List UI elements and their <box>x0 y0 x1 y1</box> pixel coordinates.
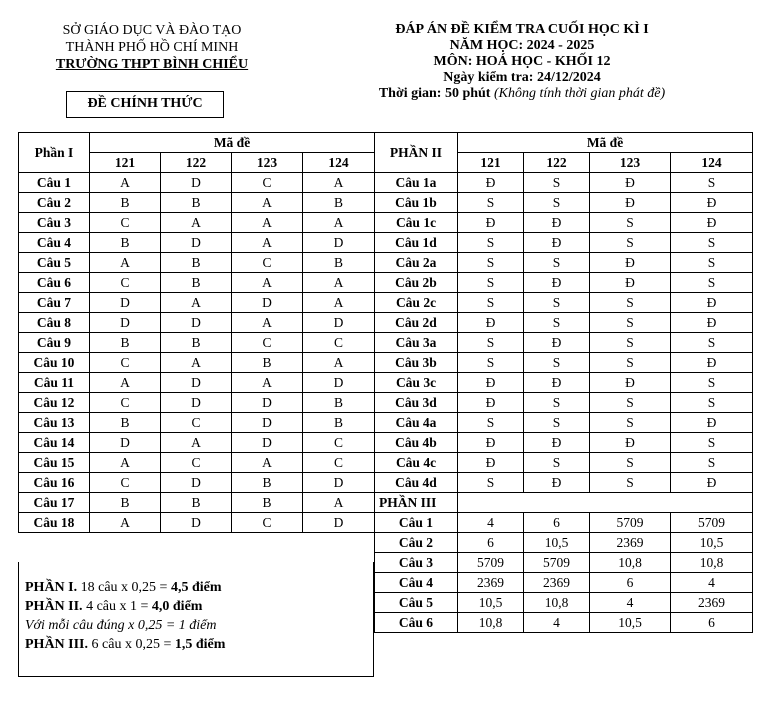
table-row <box>375 233 753 253</box>
part2-made-header: Mã đề <box>458 133 753 153</box>
answer-cell: S <box>671 173 753 193</box>
answer-cell: B <box>303 253 375 273</box>
answer-cell: D <box>161 173 232 193</box>
answer-cell: D <box>161 373 232 393</box>
question-label: Câu 7 <box>19 293 90 313</box>
table-row <box>375 333 753 353</box>
answer-cell: 10,8 <box>671 553 753 573</box>
answer-cell: S <box>590 213 671 233</box>
answer-cell: A <box>90 173 161 193</box>
part1-made-header: Mã đề <box>90 133 375 153</box>
answer-cell: B <box>90 193 161 213</box>
question-label: Câu 6 <box>19 273 90 293</box>
answer-cell: A <box>232 193 303 213</box>
answer-cell: D <box>161 233 232 253</box>
question-label: Câu 1b <box>375 193 458 213</box>
question-label: Câu 4d <box>375 473 458 493</box>
answer-cell: Đ <box>524 213 590 233</box>
answer-cell: Đ <box>590 173 671 193</box>
answer-cell: C <box>90 273 161 293</box>
answer-cell: A <box>232 213 303 233</box>
answer-cell: B <box>232 493 303 513</box>
answer-cell: S <box>524 173 590 193</box>
answer-cell: A <box>232 233 303 253</box>
answer-cell: Đ <box>458 393 524 413</box>
answer-cell: D <box>303 373 375 393</box>
table-row <box>375 453 753 473</box>
question-label: Câu 18 <box>19 513 90 533</box>
question-label: Câu 5 <box>375 593 458 613</box>
table-row <box>375 193 753 213</box>
answer-cell: A <box>90 253 161 273</box>
answer-cell: S <box>458 413 524 433</box>
table-row <box>375 533 753 553</box>
answer-cell: A <box>232 273 303 293</box>
answer-cell: 5709 <box>524 553 590 573</box>
answer-cell: D <box>232 393 303 413</box>
exam-code-header: 123 <box>590 153 671 173</box>
answer-cell: Đ <box>458 453 524 473</box>
answer-cell: A <box>232 313 303 333</box>
answer-cell: D <box>232 293 303 313</box>
table-row <box>375 373 753 393</box>
answer-cell: A <box>303 293 375 313</box>
answer-cell: S <box>524 453 590 473</box>
answer-cell: Đ <box>458 313 524 333</box>
answer-cell: B <box>161 193 232 213</box>
answer-cell: A <box>232 373 303 393</box>
answer-cell: C <box>232 513 303 533</box>
answer-cell: Đ <box>458 173 524 193</box>
answer-cell: 6 <box>671 613 753 633</box>
table-row <box>19 193 375 213</box>
answer-cell: D <box>303 233 375 253</box>
answer-cell: S <box>458 473 524 493</box>
answer-cell: B <box>303 193 375 213</box>
table-row <box>375 593 753 613</box>
answer-cell: 2369 <box>671 593 753 613</box>
summary-part2-note: Với mỗi câu đúng x 0,25 = 1 điểm <box>25 618 217 633</box>
question-label: Câu 11 <box>19 373 90 393</box>
table-row <box>19 433 375 453</box>
table-row <box>19 453 375 473</box>
table-row <box>19 473 375 493</box>
answer-cell: S <box>671 273 753 293</box>
part3-title: PHẦN III <box>375 493 458 513</box>
answer-cell: C <box>232 333 303 353</box>
table-row <box>375 253 753 273</box>
part2-answer-table <box>374 132 753 633</box>
table-row <box>19 273 375 293</box>
answer-cell: B <box>90 493 161 513</box>
answer-cell: Đ <box>590 193 671 213</box>
question-label: Câu 16 <box>19 473 90 493</box>
answer-cell: S <box>671 233 753 253</box>
answer-cell: Đ <box>524 273 590 293</box>
question-label: Câu 6 <box>375 613 458 633</box>
answer-cell: Đ <box>524 373 590 393</box>
question-label: Câu 2 <box>19 193 90 213</box>
question-label: Câu 3d <box>375 393 458 413</box>
answer-cell: D <box>303 473 375 493</box>
answer-cell: Đ <box>590 373 671 393</box>
exam-code-header: 122 <box>161 153 232 173</box>
answer-cell: A <box>303 213 375 233</box>
part2-title: PHẦN II <box>375 133 458 173</box>
question-label: Câu 17 <box>19 493 90 513</box>
table-row <box>19 393 375 413</box>
answer-cell: A <box>232 453 303 473</box>
answer-cell: 5709 <box>458 553 524 573</box>
answer-cell: B <box>161 493 232 513</box>
table-row <box>19 353 375 373</box>
answer-cell: S <box>590 353 671 373</box>
answer-cell: S <box>671 433 753 453</box>
answer-cell: D <box>161 473 232 493</box>
question-label: Câu 3 <box>19 213 90 233</box>
summary-part3: PHẦN III. 6 câu x 0,25 = 1,5 điểm <box>25 637 226 652</box>
exam-date: Ngày kiểm tra: 24/12/2024 <box>443 70 601 85</box>
question-label: Câu 3a <box>375 333 458 353</box>
answer-cell: Đ <box>524 473 590 493</box>
answer-cell: Đ <box>458 433 524 453</box>
answer-cell: D <box>90 313 161 333</box>
answer-cell: 10,8 <box>524 593 590 613</box>
table-row <box>375 273 753 293</box>
answer-cell: B <box>303 413 375 433</box>
answer-cell: C <box>232 253 303 273</box>
answer-cell: Đ <box>458 373 524 393</box>
answer-cell: 4 <box>590 593 671 613</box>
table-row <box>19 333 375 353</box>
answer-cell: D <box>161 393 232 413</box>
answer-cell: S <box>671 253 753 273</box>
city-name: THÀNH PHỐ HỒ CHÍ MINH <box>65 40 239 55</box>
part3-header-row <box>375 493 753 513</box>
school-year: NĂM HỌC: 2024 - 2025 <box>449 38 595 53</box>
summary-part2: PHẦN II. 4 câu x 1 = 4,0 điểm <box>25 599 203 614</box>
answer-cell: S <box>590 453 671 473</box>
answer-cell: C <box>161 413 232 433</box>
answer-cell: S <box>524 253 590 273</box>
subject: MÔN: HOÁ HỌC - KHỐI 12 <box>433 54 611 69</box>
question-label: Câu 2d <box>375 313 458 333</box>
answer-cell: D <box>303 313 375 333</box>
question-label: Câu 2b <box>375 273 458 293</box>
answer-cell: 4 <box>524 613 590 633</box>
exam-code-header: 123 <box>232 153 303 173</box>
exam-code-header: 124 <box>303 153 375 173</box>
exam-code-header: 121 <box>90 153 161 173</box>
question-label: Câu 4b <box>375 433 458 453</box>
answer-cell: B <box>161 273 232 293</box>
question-label: Câu 2 <box>375 533 458 553</box>
answer-cell: Đ <box>524 233 590 253</box>
answer-cell: B <box>232 473 303 493</box>
answer-cell: A <box>90 453 161 473</box>
question-label: Câu 3 <box>375 553 458 573</box>
question-label: Câu 10 <box>19 353 90 373</box>
answer-cell: S <box>590 413 671 433</box>
table-row <box>19 213 375 233</box>
question-label: Câu 8 <box>19 313 90 333</box>
table-row <box>375 433 753 453</box>
department-name: SỞ GIÁO DỤC VÀ ĐÀO TẠO <box>62 23 242 38</box>
answer-cell: 4 <box>671 573 753 593</box>
answer-cell: S <box>524 313 590 333</box>
answer-cell: S <box>458 333 524 353</box>
answer-cell: 2369 <box>458 573 524 593</box>
answer-cell: B <box>161 253 232 273</box>
answer-cell: 4 <box>458 513 524 533</box>
answer-cell: B <box>90 333 161 353</box>
answer-cell: C <box>90 473 161 493</box>
table-row <box>375 313 753 333</box>
question-label: Câu 2a <box>375 253 458 273</box>
part3-header-filler <box>458 493 753 513</box>
answer-cell: S <box>590 233 671 253</box>
answer-cell: S <box>524 393 590 413</box>
table-row <box>19 253 375 273</box>
answer-cell: D <box>90 433 161 453</box>
question-label: Câu 14 <box>19 433 90 453</box>
answer-cell: 10,5 <box>458 593 524 613</box>
answer-cell: S <box>671 373 753 393</box>
table-row <box>19 373 375 393</box>
answer-cell: Đ <box>671 213 753 233</box>
answer-cell: 5709 <box>590 513 671 533</box>
answer-cell: 10,5 <box>524 533 590 553</box>
answer-cell: S <box>671 453 753 473</box>
exam-code-header: 124 <box>671 153 753 173</box>
answer-cell: Đ <box>671 413 753 433</box>
answer-cell: Đ <box>671 313 753 333</box>
answer-cell: C <box>303 333 375 353</box>
question-label: Câu 4c <box>375 453 458 473</box>
answer-cell: 6 <box>524 513 590 533</box>
answer-cell: S <box>458 293 524 313</box>
question-label: Câu 13 <box>19 413 90 433</box>
exam-time: Thời gian: 50 phút (Không tính thời gian phát đề) <box>378 86 666 101</box>
question-label: Câu 3b <box>375 353 458 373</box>
table-row <box>19 313 375 333</box>
answer-cell: Đ <box>590 253 671 273</box>
answer-cell: B <box>90 413 161 433</box>
answer-cell: Đ <box>590 433 671 453</box>
table-row <box>19 293 375 313</box>
answer-cell: D <box>161 513 232 533</box>
answer-cell: S <box>458 253 524 273</box>
answer-cell: S <box>590 473 671 493</box>
question-label: Câu 3c <box>375 373 458 393</box>
answer-cell: C <box>303 453 375 473</box>
question-label: Câu 1d <box>375 233 458 253</box>
table-row <box>375 553 753 573</box>
answer-cell: S <box>590 293 671 313</box>
question-label: Câu 2c <box>375 293 458 313</box>
answer-cell: S <box>458 233 524 253</box>
answer-cell: S <box>524 293 590 313</box>
question-label: Câu 1 <box>19 173 90 193</box>
answer-cell: S <box>671 333 753 353</box>
answer-cell: B <box>303 393 375 413</box>
table-row <box>19 513 375 533</box>
question-label: Câu 9 <box>19 333 90 353</box>
answer-cell: 6 <box>590 573 671 593</box>
table-row <box>19 233 375 253</box>
answer-cell: 10,5 <box>590 613 671 633</box>
table-row <box>19 493 375 513</box>
school-header <box>18 22 286 73</box>
answer-cell: Đ <box>671 193 753 213</box>
answer-cell: A <box>161 213 232 233</box>
exam-time-note: (Không tính thời gian phát đề) <box>493 86 666 101</box>
table-row <box>375 613 753 633</box>
exam-code-header: 122 <box>524 153 590 173</box>
answer-cell: C <box>161 453 232 473</box>
exam-header <box>330 22 714 102</box>
question-label: Câu 1c <box>375 213 458 233</box>
school-name: TRƯỜNG THPT BÌNH CHIỂU <box>55 57 249 72</box>
answer-cell: S <box>524 413 590 433</box>
question-label: Câu 5 <box>19 253 90 273</box>
answer-cell: S <box>458 193 524 213</box>
answer-cell: D <box>232 433 303 453</box>
answer-cell: 2369 <box>524 573 590 593</box>
answer-cell: A <box>90 373 161 393</box>
part1-answer-table <box>18 132 375 533</box>
answer-cell: S <box>590 313 671 333</box>
summary-part1: PHẦN I. 18 câu x 0,25 = 4,5 điểm <box>25 580 222 595</box>
answer-cell: Đ <box>671 473 753 493</box>
answer-cell: B <box>90 233 161 253</box>
answer-cell: 10,8 <box>458 613 524 633</box>
official-badge: ĐỀ CHÍNH THỨC <box>66 91 224 118</box>
answer-cell: C <box>90 213 161 233</box>
answer-cell: A <box>90 513 161 533</box>
answer-cell: A <box>303 173 375 193</box>
answer-cell: 5709 <box>671 513 753 533</box>
answer-cell: Đ <box>671 293 753 313</box>
answer-cell: D <box>161 313 232 333</box>
table-row <box>375 353 753 373</box>
answer-cell: C <box>232 173 303 193</box>
answer-cell: B <box>232 353 303 373</box>
table-row <box>375 413 753 433</box>
answer-cell: D <box>232 413 303 433</box>
question-label: Câu 4 <box>19 233 90 253</box>
table-row <box>375 393 753 413</box>
answer-cell: A <box>161 433 232 453</box>
answer-cell: 6 <box>458 533 524 553</box>
answer-cell: B <box>161 333 232 353</box>
answer-cell: S <box>524 193 590 213</box>
table-row <box>375 173 753 193</box>
answer-cell: S <box>590 393 671 413</box>
answer-cell: S <box>524 353 590 373</box>
answer-cell: C <box>90 393 161 413</box>
answer-cell: D <box>303 513 375 533</box>
exam-title: ĐÁP ÁN ĐỀ KIỂM TRA CUỐI HỌC KÌ I <box>395 22 649 37</box>
table-row <box>19 413 375 433</box>
question-label: Câu 4 <box>375 573 458 593</box>
answer-cell: A <box>303 273 375 293</box>
table-row <box>375 473 753 493</box>
answer-cell: A <box>303 353 375 373</box>
table-row <box>375 213 753 233</box>
question-label: Câu 4a <box>375 413 458 433</box>
score-summary <box>18 562 374 677</box>
answer-cell: S <box>458 353 524 373</box>
answer-cell: C <box>90 353 161 373</box>
answer-cell: D <box>90 293 161 313</box>
question-label: Câu 15 <box>19 453 90 473</box>
answer-cell: S <box>458 273 524 293</box>
answer-cell: A <box>161 353 232 373</box>
question-label: Câu 1a <box>375 173 458 193</box>
answer-cell: A <box>303 493 375 513</box>
question-label: Câu 1 <box>375 513 458 533</box>
exam-code-header: 121 <box>458 153 524 173</box>
answer-cell: Đ <box>590 273 671 293</box>
table-row <box>19 173 375 193</box>
answer-cell: 10,8 <box>590 553 671 573</box>
table-row <box>375 293 753 313</box>
answer-cell: 10,5 <box>671 533 753 553</box>
answer-cell: A <box>161 293 232 313</box>
answer-cell: 2369 <box>590 533 671 553</box>
answer-cell: S <box>671 393 753 413</box>
answer-cell: S <box>590 333 671 353</box>
answer-cell: Đ <box>524 333 590 353</box>
answer-cell: Đ <box>458 213 524 233</box>
answer-cell: C <box>303 433 375 453</box>
table-row <box>375 513 753 533</box>
answer-cell: Đ <box>524 433 590 453</box>
part1-title: Phần I <box>19 133 90 173</box>
table-row <box>375 573 753 593</box>
question-label: Câu 12 <box>19 393 90 413</box>
answer-cell: Đ <box>671 353 753 373</box>
